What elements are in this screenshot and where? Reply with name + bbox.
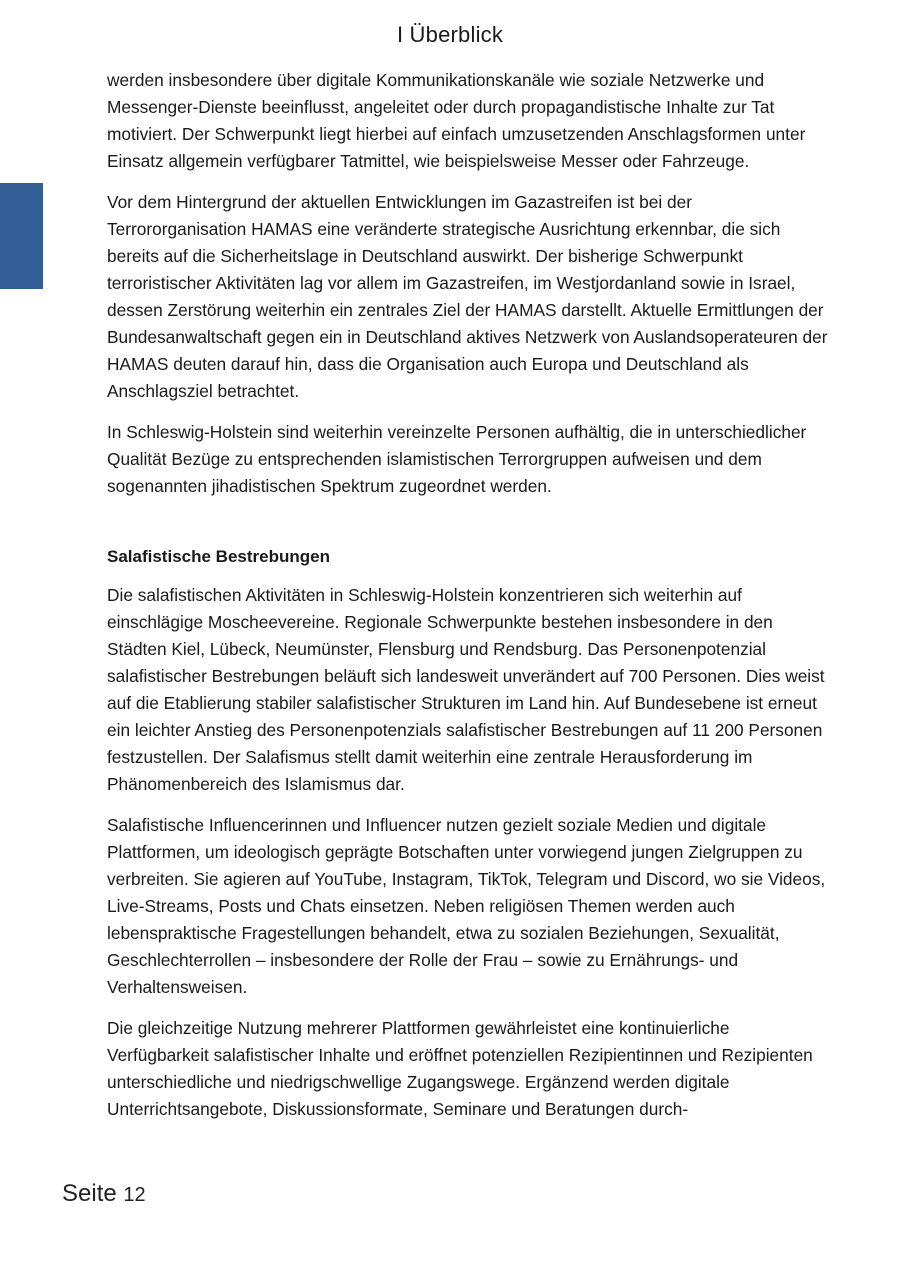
document-body (107, 67, 835, 1137)
paragraph: Die gleichzeitige Nutzung mehrerer Plattformen gewährleistet eine kontinuierliche Verfügbarkeit salafistischer Inhalte und eröffnet potenziellen Rezipientinnen und Rezipienten unterschiedliche und niedrigschwellige Zugangswege. Ergänzend werden digitale Unterrichtsangebote, Diskussionsformate, Seminare und Beratungen durch- (107, 1018, 813, 1119)
section-heading: Salafistische Bestrebungen (107, 547, 330, 566)
page-number: 12 (123, 1184, 146, 1206)
paragraph: Vor dem Hintergrund der aktuellen Entwicklungen im Gazastreifen ist bei der Terrororganisation HAMAS eine veränderte strategische Ausrichtung erkennbar, die sich bereits auf die Sicherheitslage in Deutschland auswirkt. Der bisherige Schwerpunkt terroristischer Aktivitäten lag vor allem im Gazastreifen, im Westjordanland sowie in Israel, dessen Zerstörung weiterhin ein zentrales Ziel der HAMAS darstellt. Aktuelle Ermittlungen der Bundesanwaltschaft gegen ein in Deutschland aktives Netzwerk von Auslandsoperateuren der HAMAS deuten darauf hin, dass die Organisation auch Europa und Deutschland als Anschlagsziel betrachtet. (107, 192, 828, 401)
paragraph: Salafistische Influencerinnen und Influencer nutzen gezielt soziale Medien und digitale Plattformen, um ideologisch geprägte Botschaften unter vorwiegend jungen Zielgruppen zu verbreiten. Sie agieren auf YouTube, Instagram, TikTok, Telegram und Discord, wo sie Videos, Live-Streams, Posts und Chats einsetzen. Neben religiösen Themen werden auch lebenspraktische Fragestellungen behandelt, etwa zu sozialen Beziehungen, Sexualität, Geschlechterrollen – insbesondere der Rolle der Frau – sowie zu Ernährungs- und Verhaltensweisen. (107, 815, 826, 997)
paragraph: werden insbesondere über digitale Kommunikationskanäle wie soziale Netzwerke und Messenger-Dienste beeinflusst, angeleitet oder durch propagandistische Inhalte zur Tat motiviert. Der Schwerpunkt liegt hierbei auf einfach umzusetzenden Anschlagsformen unter Einsatz allgemein verfügbarer Tatmittel, wie beispielsweise Messer oder Fahrzeuge. (107, 70, 806, 171)
paragraph: Die salafistischen Aktivitäten in Schleswig-Holstein konzentrieren sich weiterhin auf einschlägige Moscheevereine. Regionale Schwerpunkte bestehen insbesondere in den Städten Kiel, Lübeck, Neumünster, Flensburg und Rendsburg. Das Personenpotenzial salafistischer Bestrebungen beläuft sich landesweit unverändert auf 700 Personen. Dies weist auf die Etablierung stabiler salafistischer Strukturen im Land hin. Auf Bundesebene ist erneut ein leichter Anstieg des Personenpotenzials salafistischer Bestrebungen auf 11 200 Personen festzustellen. Der Salafismus stellt damit weiterhin eine zentrale Herausforderung im Phänomenbereich des Islamismus dar. (107, 585, 825, 794)
paragraph: In Schleswig-Holstein sind weiterhin vereinzelte Personen aufhältig, die in unterschiedlicher Qualität Bezüge zu entsprechenden islamistischen Terrorgruppen aufweisen und dem sogenannten jihadistischen Spektrum zugeordnet werden. (107, 422, 807, 496)
page-header-title: I Überblick (396, 22, 504, 47)
chapter-marker-tab (0, 183, 43, 289)
page-footer (62, 1180, 146, 1208)
page-label: Seite (62, 1180, 117, 1207)
